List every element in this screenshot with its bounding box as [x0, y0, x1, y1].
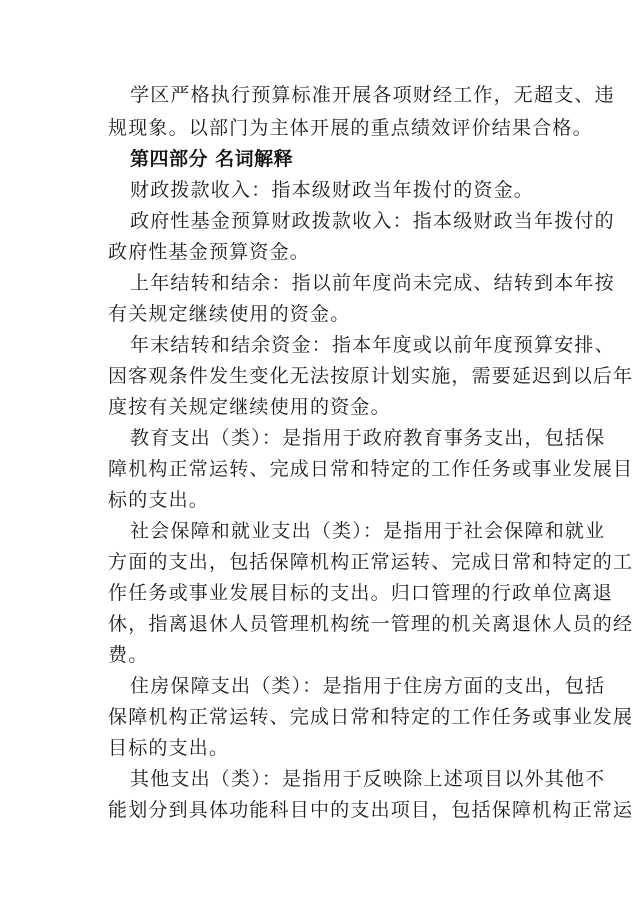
text-line: 费。 — [108, 644, 149, 666]
text-line: 能划分到具体功能科目中的支出项目，包括保障机构正常运 — [108, 799, 634, 821]
text-line: 保障机构正常运转、完成日常和特定的工作任务或事业发展 — [108, 706, 634, 728]
text-line: 目标的支出。 — [108, 737, 230, 759]
text-line: 政府性基金预算财政拨款收入：指本级财政当年拨付的 — [130, 210, 615, 232]
text-line: 学区严格执行预算标准开展各项财经工作，无超支、违 — [130, 84, 615, 106]
text-line: 方面的支出，包括保障机构正常运转、完成日常和特定的工 — [108, 551, 634, 573]
text-line: 政府性基金预算资金。 — [108, 241, 311, 263]
text-line: 有关规定继续使用的资金。 — [108, 303, 351, 325]
text-line: 年末结转和结余资金：指本年度或以前年度预算安排、 — [130, 334, 615, 356]
text-line: 其他支出（类）：是指用于反映除上述项目以外其他不 — [130, 768, 606, 790]
text-line: 休，指离退休人员管理机构统一管理的机关离退休人员的经 — [108, 613, 634, 635]
text-line: 标的支出。 — [108, 489, 210, 511]
section-heading: 第四部分 名词解释 — [130, 148, 294, 170]
text-line: 度按有关规定继续使用的资金。 — [108, 396, 391, 418]
text-line: 教育支出（类）：是指用于政府教育事务支出，包括保 — [130, 427, 606, 449]
text-line: 障机构正常运转、完成日常和特定的工作任务或事业发展目 — [108, 458, 634, 480]
text-line: 规现象。以部门为主体开展的重点绩效评价结果合格。 — [108, 117, 593, 139]
text-line: 因客观条件发生变化无法按原计划实施，需要延迟到以后年 — [108, 365, 634, 387]
text-line: 上年结转和结余：指以前年度尚未完成、结转到本年按 — [130, 272, 615, 294]
text-line: 社会保障和就业支出（类）：是指用于社会保障和就业 — [130, 520, 606, 542]
text-line: 作任务或事业发展目标的支出。归口管理的行政单位离退 — [108, 582, 614, 604]
text-line: 住房保障支出（类）：是指用于住房方面的支出，包括 — [130, 675, 606, 697]
text-line: 财政拨款收入：指本级财政当年拨付的资金。 — [130, 179, 535, 201]
